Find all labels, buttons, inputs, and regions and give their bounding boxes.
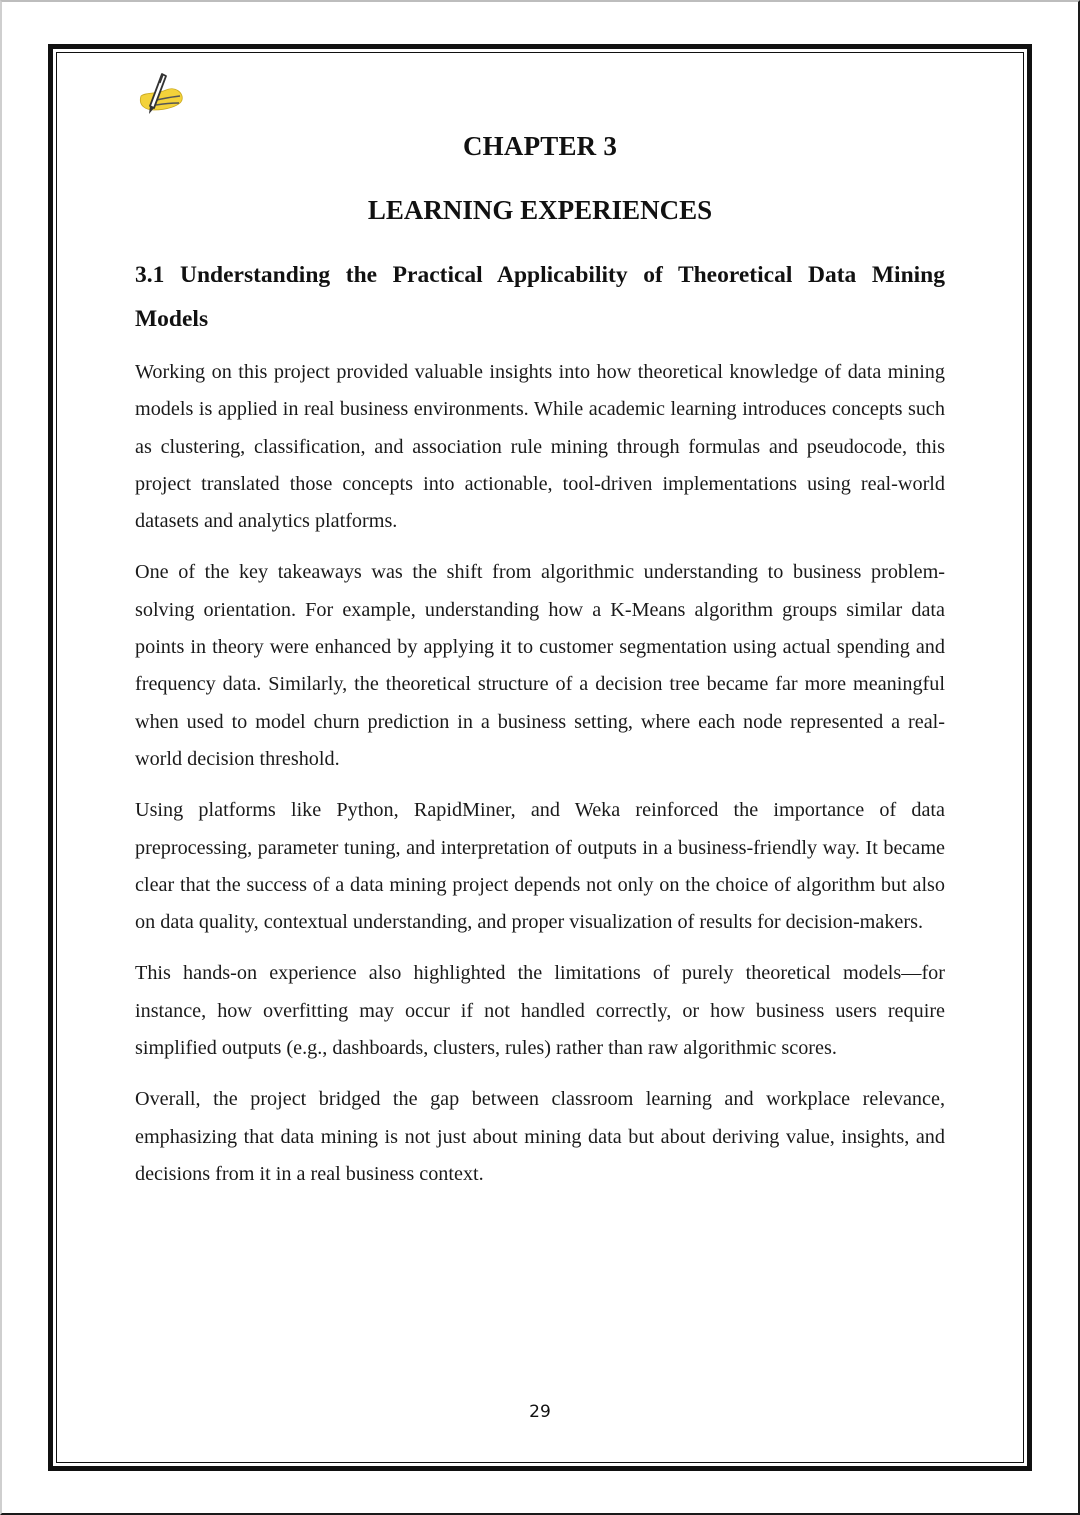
paragraph: Overall, the project bridged the gap between classroom learning and workplace relevance, emphasizing that data mining is not just about mining data but about deriving value, insights, and decisions from it in a real business context. xyxy=(135,1088,945,1185)
paragraph: Working on this project provided valuable insights into how theoretical knowledge of data mining models is applied in real business environments. While academic learning introduces concepts such as clustering, classification, and association rule mining through formulas and pseudocode, this project translated those concepts into actionable, tool-driven implementations using real-world datasets and analytics platforms. xyxy=(135,361,945,533)
page-number: 29 xyxy=(529,1402,551,1422)
body-text xyxy=(135,354,945,1207)
chapter-title: LEARNING EXPERIENCES xyxy=(367,195,713,225)
paragraph: One of the key takeaways was the shift from algorithmic understanding to business problem-solving orientation. For example, understanding how a K-Means algorithm groups similar data points in theory were enhanced by applying it to customer segmentation using actual spending and frequency data. Similarly, the theoretical structure of a decision tree became far more meaningful when used to model churn prediction in a business setting, where each node represented a real-world decision threshold. xyxy=(135,561,945,770)
paragraph: Using platforms like Python, RapidMiner, and Weka reinforced the importance of data preprocessing, parameter tuning, and interpretation of outputs in a business-friendly way. It became clear that the success of a data mining project depends not only on the choice of algorithm but also on data quality, contextual understanding, and proper visualization of results for decision-makers. xyxy=(135,799,945,934)
pen-writing-icon xyxy=(136,70,188,120)
section-heading: 3.1 Understanding the Practical Applicability of Theoretical Data Mining Models xyxy=(135,262,945,332)
chapter-label: CHAPTER 3 xyxy=(462,131,618,161)
paragraph: This hands-on experience also highlighted the limitations of purely theoretical models—for instance, how overfitting may occur if not handled correctly, or how business users require simplified outputs (e.g., dashboards, clusters, rules) rather than raw algorithmic scores. xyxy=(135,962,945,1060)
